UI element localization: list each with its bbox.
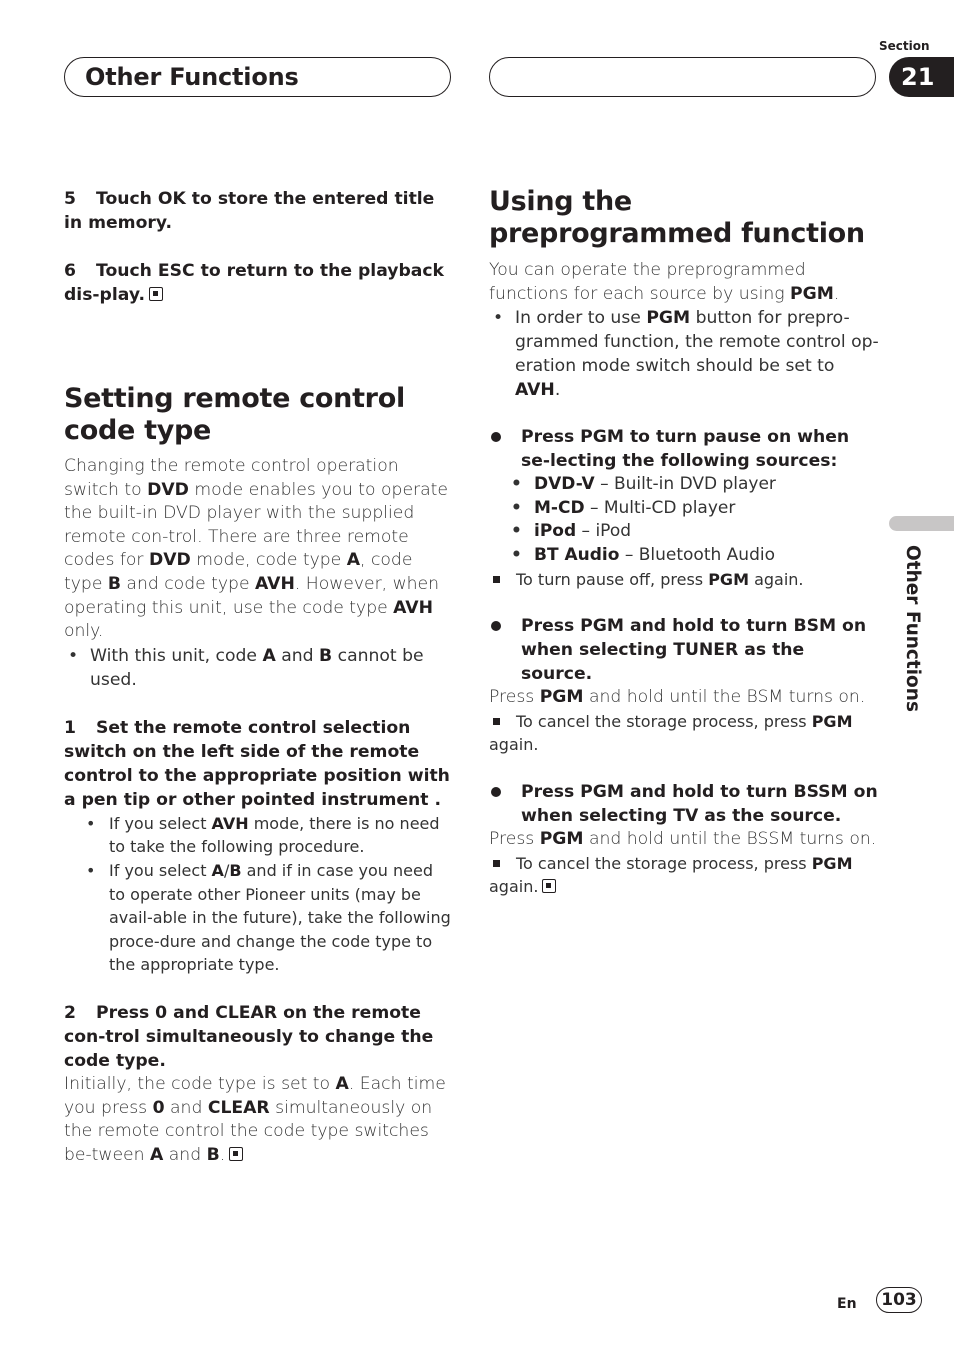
- note-item: To cancel the storage process, press PGM again.: [489, 711, 853, 755]
- step-2-body: Initially, the code type is set to A. Each time you press 0 and CLEAR simultaneously on the remote control the code type switches be-tween A and B.: [64, 1073, 446, 1165]
- bullet-dot: •: [511, 497, 522, 518]
- source-item: • iPod – iPod: [489, 520, 879, 544]
- bullet-dot: •: [86, 860, 96, 880]
- bsm-body: Press PGM and hold until the BSM turns on.: [489, 687, 866, 708]
- page-number: 103: [876, 1287, 922, 1313]
- side-tab-label: [900, 545, 924, 725]
- header-blank-pill: [489, 57, 876, 97]
- bullet-dot: [491, 787, 501, 797]
- step-5: [64, 187, 454, 235]
- right-column: [489, 186, 879, 899]
- step-number: 2: [64, 1002, 76, 1023]
- step-number: 1: [64, 717, 76, 738]
- step-text: Set the remote control selection switch on the left side of the remote control to the appropriate position with a pen tip or other pointed instrument .: [64, 717, 450, 810]
- step-text: Touch OK to store the entered title in memory.: [64, 189, 435, 233]
- section-number: 21: [889, 57, 954, 97]
- end-of-section-icon: [229, 1147, 243, 1161]
- source-item: • BT Audio – Bluetooth Audio: [489, 544, 879, 568]
- section-heading-remote-code: Setting remote control code type: [64, 383, 405, 446]
- bullet-dot: •: [511, 474, 522, 495]
- left-column: [64, 187, 454, 1167]
- bullet-dot: [491, 432, 501, 442]
- bullet-dot: •: [493, 308, 504, 329]
- bullet-dot: [491, 621, 501, 631]
- note-item: To turn pause off, press PGM again.: [489, 568, 879, 592]
- step-1: [64, 716, 454, 812]
- bssm-headline: Press PGM and hold to turn BSSM on when selecting TV as the source.: [489, 780, 879, 828]
- bsm-headline: Press PGM and hold to turn BSM on when selecting TUNER as the source.: [489, 614, 879, 686]
- step-number: 5: [64, 189, 76, 209]
- chapter-title: Other Functions: [85, 63, 299, 91]
- note-square-icon: [493, 718, 500, 725]
- note-item: To cancel the storage process, press PGM again.: [489, 853, 853, 897]
- side-tab-bar: [889, 516, 954, 531]
- preprogrammed-intro: You can operate the preprogrammed functions for each source by using PGM.: [489, 260, 840, 304]
- side-tab-text: Other Functions: [902, 545, 923, 712]
- bullet-dot: •: [86, 813, 96, 833]
- source-item: • DVD-V – Built-in DVD player: [489, 473, 879, 497]
- bullet-dot: •: [68, 645, 79, 666]
- end-of-section-icon: [542, 879, 556, 893]
- step-2: [64, 1001, 454, 1073]
- source-item: • M-CD – Multi-CD player: [489, 497, 879, 521]
- bssm-body: Press PGM and hold until the BSSM turns on.: [489, 828, 877, 849]
- step-text: Touch ESC to return to the playback dis-play.: [64, 261, 444, 305]
- note-square-icon: [493, 860, 500, 867]
- end-of-section-icon: [149, 287, 163, 301]
- note-square-icon: [493, 576, 500, 583]
- sub-bullet-item: • If you select AVH mode, there is no need to take the following procedure.: [86, 813, 440, 857]
- step-6: [64, 259, 454, 307]
- pause-headline: Press PGM to turn pause on when se-lecting the following sources:: [489, 425, 879, 473]
- remote-code-intro: Changing the remote control operation switch to DVD mode enables you to operate the built-in DVD player with the supplied remote con-trol. There are three remote codes for DVD mode, code type A, code type B and code type AVH. However, when operating this unit, use the code type AVH only.: [64, 456, 448, 642]
- step-number: 6: [64, 261, 76, 281]
- bullet-item: • With this unit, code A and B cannot be used.: [68, 645, 424, 690]
- bullet-dot: •: [511, 544, 522, 565]
- sub-bullet-item: • If you select A/B and if in case you need to operate other Pioneer units (may be avail-able in the future), take the following proce-dure and change the code type to the appropriate type.: [86, 860, 451, 975]
- bullet-item: • In order to use PGM button for prepro-grammed function, the remote control op-eration mode switch should be set to AVH.: [493, 308, 879, 401]
- section-heading-preprogrammed: Using the preprogrammed function: [489, 186, 865, 249]
- section-label: Section: [879, 39, 930, 53]
- footer-language: En: [837, 1296, 857, 1312]
- bullet-dot: •: [511, 521, 522, 542]
- chapter-title-pill: [64, 57, 451, 97]
- step-text: Press 0 and CLEAR on the remote con-trol simultaneously to change the code type.: [64, 1002, 434, 1071]
